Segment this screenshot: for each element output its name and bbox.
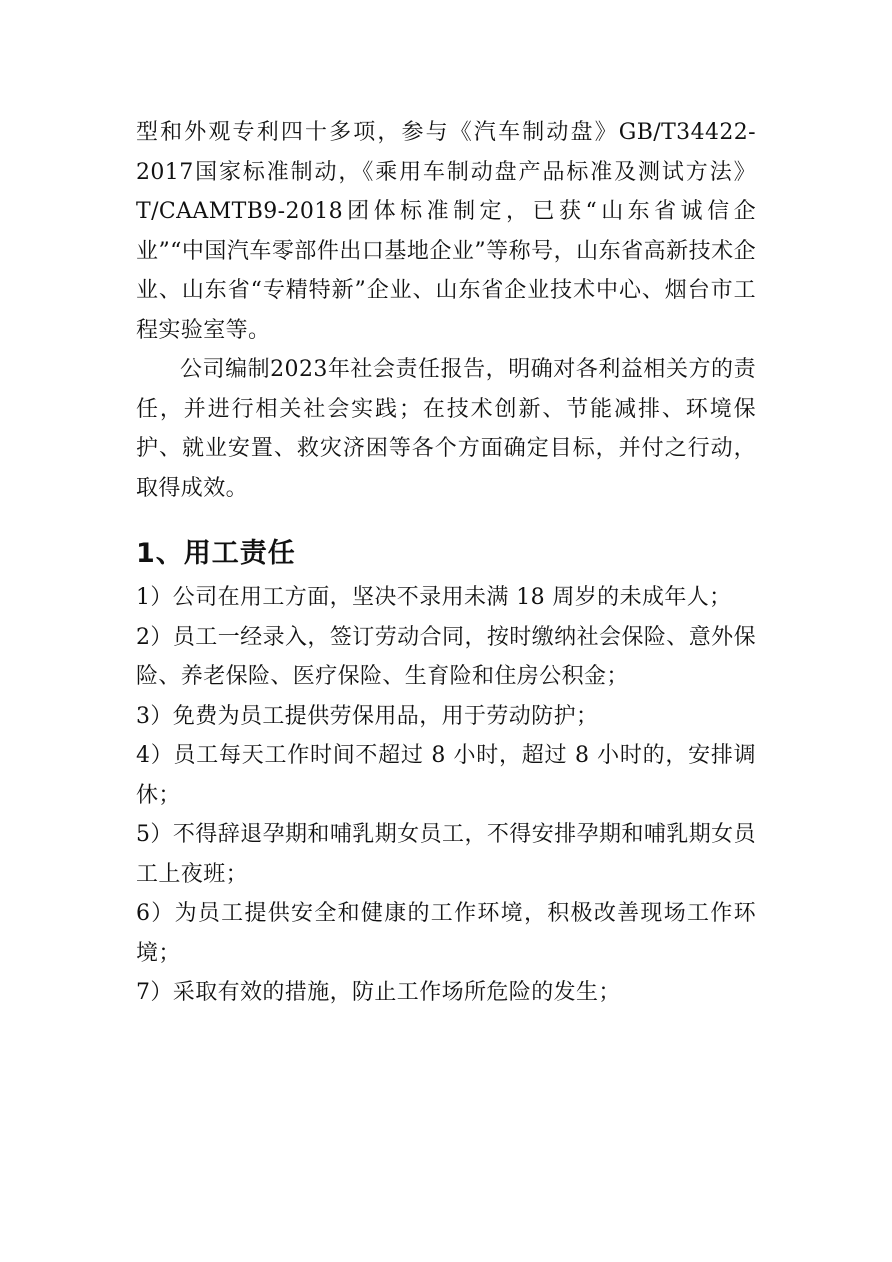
- list-item: 7）采取有效的措施，防止工作场所危险的发生；: [136, 980, 621, 1005]
- intro-paragraph: 型和外观专利四十多项，参与《汽车制动盘》GB/T34422-2017国家标准制动，《乘用车制动盘产品标准及测试方法》T/CAAMTB9-2018团体标准制定，已获“山东省诚信企业”“中国汽车零部件出口基地企业”等称号，山东省高新技术企业、山东省“专精特新”企业、山东省企业技术中心、烟台市工程实验室等。: [136, 120, 756, 343]
- list-item: 6）为员工提供安全和健康的工作环境，积极改善现场工作环境；: [136, 901, 756, 966]
- list-item: 1）公司在用工方面，坚决不录用未满 18 周岁的未成年人；: [136, 585, 732, 610]
- list-item: 5）不得辞退孕期和哺乳期女员工，不得安排孕期和哺乳期女员工上夜班；: [136, 822, 756, 887]
- document-body: [136, 113, 756, 1013]
- section-heading: 1、用工责任: [136, 538, 296, 569]
- report-paragraph: 公司编制2023年社会责任报告，明确对各利益相关方的责任，并进行相关社会实践；在技术创新、节能减排、环境保护、就业安置、救灾济困等各个方面确定目标，并付之行动，取得成效。: [136, 357, 756, 501]
- list-item: 4）员工每天工作时间不超过 8 小时，超过 8 小时的，安排调休；: [136, 743, 756, 808]
- list-item: 2）员工一经录入，签订劳动合同，按时缴纳社会保险、意外保险、养老保险、医疗保险、生育险和住房公积金；: [136, 624, 756, 689]
- employment-responsibility-list: [136, 578, 756, 1013]
- list-item: 3）免费为员工提供劳保用品，用于劳动防护；: [136, 703, 599, 729]
